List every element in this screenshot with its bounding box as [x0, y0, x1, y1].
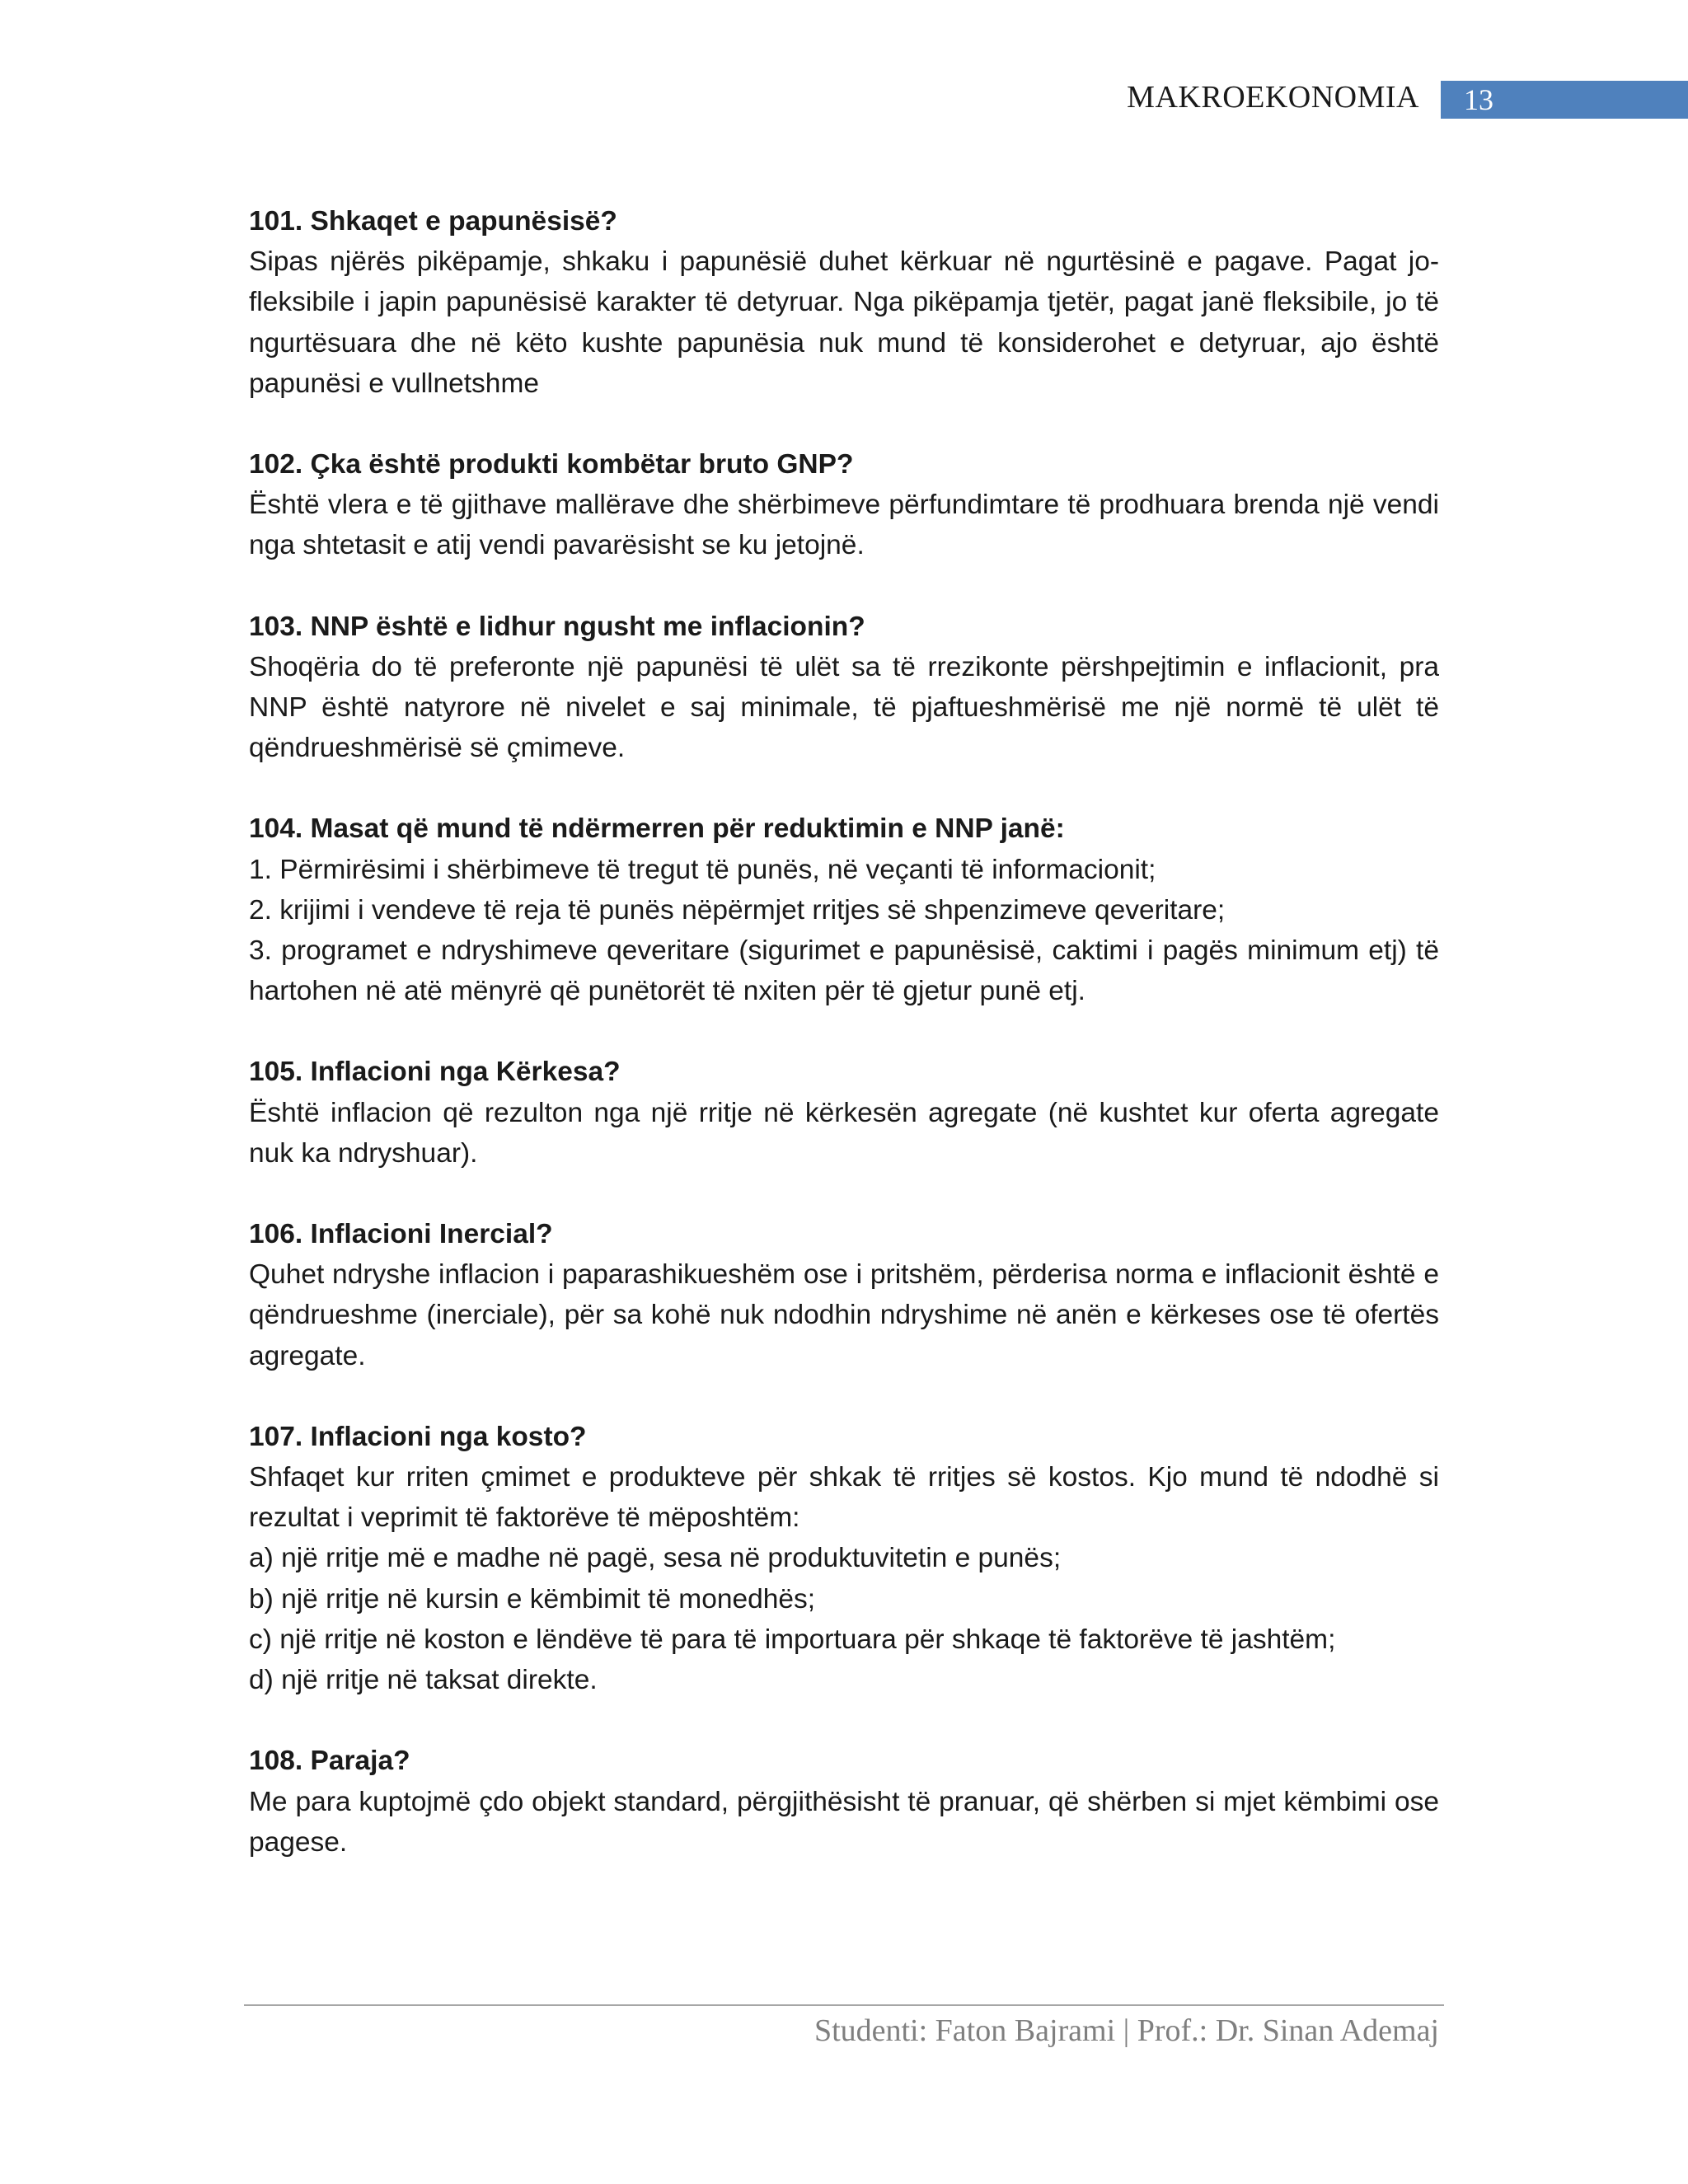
- question-heading: 105. Inflacioni nga Kërkesa?: [249, 1057, 621, 1088]
- section-101: [249, 201, 1439, 404]
- list-item: d) një rritje në taksat direkte.: [249, 1665, 598, 1696]
- question-heading: 106. Inflacioni Inercial?: [249, 1219, 553, 1250]
- footer-credits: Studenti: Faton Bajrami | Prof.: Dr. Sinan Ademaj: [814, 2013, 1439, 2048]
- list-item: 1. Përmirësimi i shërbimeve të tregut të punës, në veçanti të informacionit;: [249, 854, 1156, 885]
- question-heading: 101. Shkaqet e papunësisë?: [249, 206, 617, 237]
- answer-paragraph: Quhet ndryshe inflacion i paparashikueshëm ose i pritshëm, përderisa norma e inflacionit është e qëndrueshme (inerciale), për sa kohë nuk ndodhin ndryshime në anën e kërkeses ose të ofertës agregate.: [249, 1259, 1439, 1371]
- answer-paragraph: Me para kuptojmë çdo objekt standard, përgjithësisht të pranuar, që shërben si mjet këmbimi ose pagese.: [249, 1786, 1439, 1858]
- main-content: [249, 201, 1439, 1903]
- running-header-title: MAKROEKONOMIA: [1127, 80, 1419, 115]
- section-108: [249, 1741, 1439, 1863]
- section-106: [249, 1214, 1439, 1376]
- question-heading: 103. NNP është e lidhur ngusht me inflacionin?: [249, 611, 865, 642]
- list-item: 2. krijimi i vendeve të reja të punës nëpërmjet rritjes së shpenzimeve qeveritare;: [249, 894, 1226, 926]
- answer-paragraph: Shfaqet kur rriten çmimet e produkteve për shkak të rritjes së kostos. Kjo mund të ndodhë si rezultat i veprimit të faktorëve të mëposhtëm:: [249, 1462, 1439, 1534]
- question-heading: 108. Paraja?: [249, 1746, 410, 1777]
- page-number-badge: [1441, 81, 1688, 119]
- answer-paragraph: Është vlera e të gjithave mallërave dhe shërbimeve përfundimtare të prodhuara brenda një vendi nga shtetasit e atij vendi pavarësisht se ku jetojnë.: [249, 490, 1439, 561]
- answer-paragraph: Është inflacion që rezulton nga një rritje në kërkesën agregate (në kushtet kur oferta agregate nuk ka ndryshuar).: [249, 1097, 1439, 1169]
- page-number: 13: [1464, 83, 1493, 116]
- answer-paragraph: Shoqëria do të preferonte një papunësi të ulët sa të rrezikonte përshpejtimin e inflacionit, pra NNP është natyrore në nivelet e saj minimale, të pjaftueshmërisë me një normë të ulët të qëndrueshmërisë së çmimeve.: [249, 651, 1439, 764]
- section-105: [249, 1052, 1439, 1174]
- question-heading: 102. Çka është produkti kombëtar bruto GNP?: [249, 449, 854, 480]
- question-heading: 104. Masat që mund të ndërmerren për reduktimin e NNP janë:: [249, 813, 1065, 845]
- question-heading: 107. Inflacioni nga kosto?: [249, 1421, 587, 1452]
- list-item: 3. programet e ndryshimeve qeveritare (sigurimet e papunësisë, caktimi i pagës minimum etj) të hartohen në atë mënyrë që punëtorët të nxiten për të gjetur punë etj.: [249, 935, 1439, 1007]
- list-item: a) një rritje më e madhe në pagë, sesa në produktuvitetin e punës;: [249, 1543, 1062, 1574]
- list-item: b) një rritje në kursin e këmbimit të monedhës;: [249, 1583, 816, 1615]
- section-104: [249, 808, 1439, 1011]
- answer-paragraph: Sipas njërës pikëpamje, shkaku i papunësië duhet kërkuar në ngurtësinë e pagave. Pagat jo-fleksibile i japin papunësisë karakter të detyruar. Nga pikëpamja tjetër, pagat janë fleksibile, jo të ngurtësuara dhe në këto kushte papunësia nuk mund të konsiderohet e detyruar, ajo është papunësi e vullnetshme: [249, 246, 1439, 399]
- list-item: c) një rritje në koston e lëndëve të para të importuara për shkaqe të faktorëve të jashtëm;: [249, 1624, 1336, 1655]
- section-107: [249, 1417, 1439, 1700]
- section-102: [249, 444, 1439, 566]
- footer-divider: [244, 2004, 1444, 2006]
- section-103: [249, 607, 1439, 769]
